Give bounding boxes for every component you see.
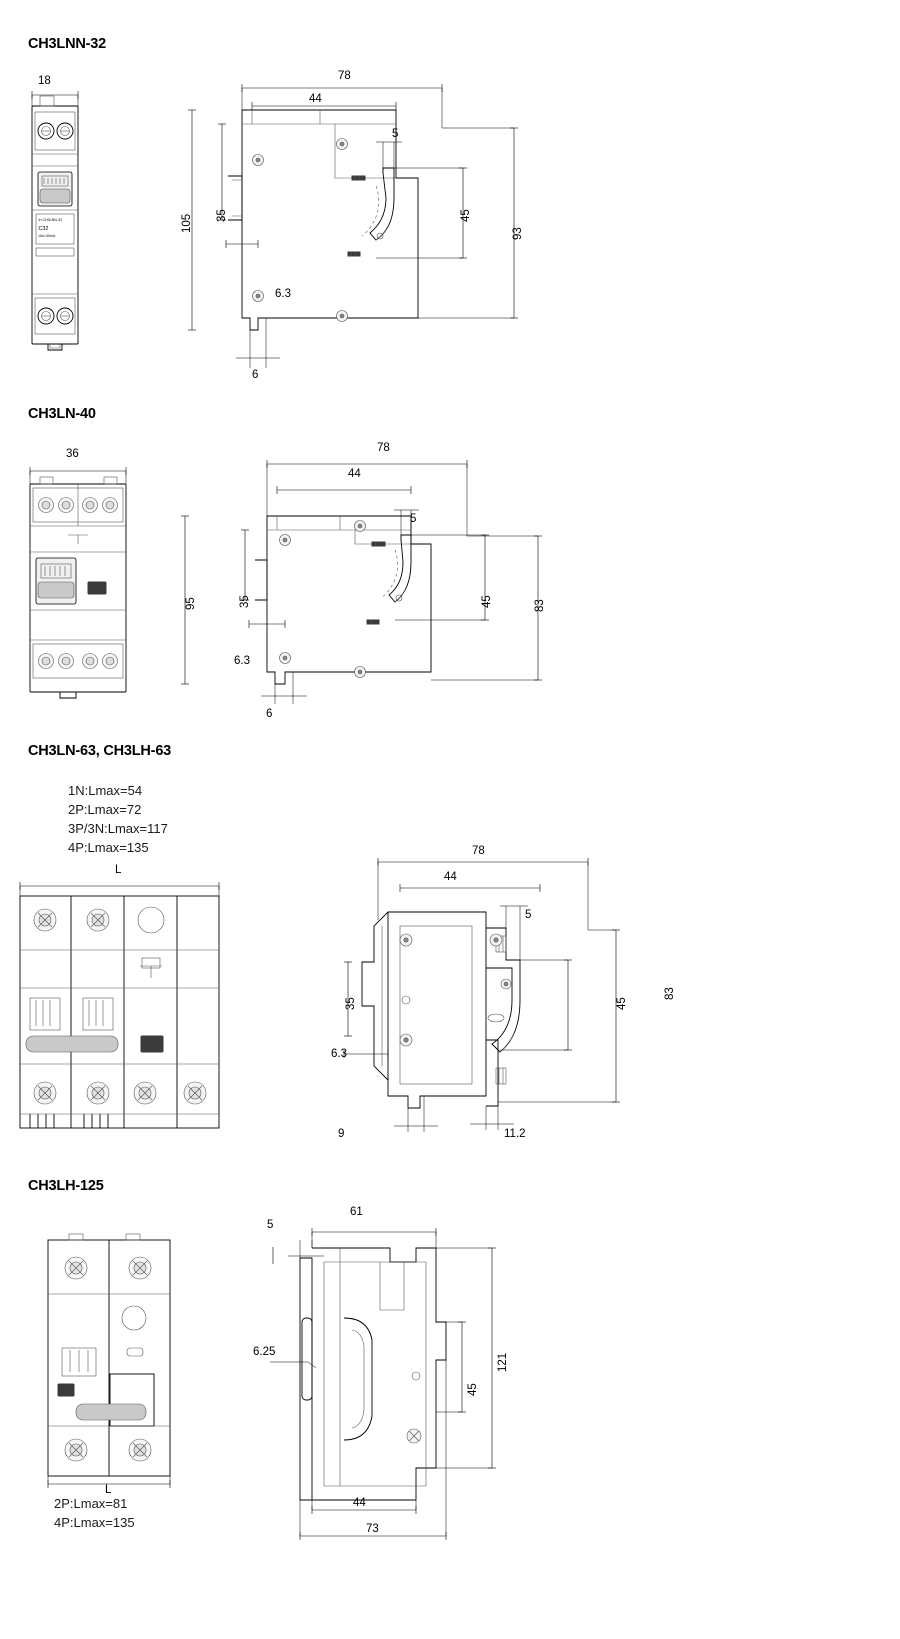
ch3lh125-side-view — [240, 1200, 670, 1520]
dim-ch3lh125-73: 73 — [366, 1523, 379, 1535]
dim-6 — [261, 672, 307, 704]
dim-ch3lnn32-45: 45 — [460, 209, 472, 222]
dim-ch3ln40-6: 6 — [266, 708, 273, 720]
dim-ch3ln63-78: 78 — [472, 845, 485, 857]
dim-ch3lh125-L: L — [105, 1484, 112, 1496]
dim-6_3 — [344, 1050, 388, 1058]
dim-ch3lh125-121: 121 — [497, 1352, 509, 1372]
dim-73 — [300, 1360, 446, 1540]
dim-45 — [436, 1322, 466, 1412]
dim-ch3ln63-11_2: 11.2 — [504, 1128, 526, 1140]
ch3lnn32-front-view — [10, 68, 180, 398]
dim-ch3lnn32-6_3: 6.3 — [275, 288, 291, 300]
section-title-ch3lnn-32: CH3LNN-32 — [28, 36, 106, 52]
dim-ch3lnn32-6: 6 — [252, 369, 259, 381]
dim-5 — [376, 142, 402, 172]
dim-105 — [188, 110, 196, 330]
dim-ch3lh125-5: 5 — [267, 1219, 274, 1231]
dim-ch3lh125-6_25: 6.25 — [253, 1346, 276, 1358]
dim-5 — [273, 1240, 324, 1264]
dim-ch3ln40-45: 45 — [481, 595, 493, 608]
ch3ln63-side-view — [300, 840, 720, 1140]
svg-text:In CH3LNN-32: In CH3LNN-32 — [38, 218, 63, 222]
dim-ch3ln63-L: L — [115, 864, 122, 876]
dim-ch3lnn32-44: 44 — [309, 93, 322, 105]
dim-ch3lnn32-35: 35 — [216, 209, 228, 222]
section-title-ch3ln-40: CH3LN-40 — [28, 406, 96, 422]
dim-83 — [431, 536, 542, 680]
ch3ln63-front-view — [14, 858, 244, 1148]
dim-ch3ln40-5: 5 — [410, 513, 417, 525]
section-title-ch3lh-125: CH3LH-125 — [28, 1178, 104, 1194]
dim-ch3lnn32-depth-78: 78 — [338, 70, 351, 82]
dim-36 — [30, 467, 126, 484]
dim-35 — [241, 530, 249, 600]
note-line-2: 2P:Lmax=72 — [68, 802, 142, 817]
dim-18 — [32, 91, 78, 106]
dim-ch3lh125-44: 44 — [353, 1497, 366, 1509]
dim-121 — [436, 1248, 496, 1468]
dim-ch3ln40-83: 83 — [534, 599, 546, 612]
ch3ln40-side-view — [205, 440, 625, 710]
dim-L — [20, 882, 219, 896]
dim-ch3ln40-width: 36 — [66, 448, 79, 460]
dim-ch3lh125-45: 45 — [467, 1383, 479, 1396]
ch3ln40-front-view — [10, 440, 200, 700]
dim-45 — [376, 168, 467, 258]
dim-93 — [418, 128, 518, 318]
note-line-3: 3P/3N:Lmax=117 — [68, 821, 168, 836]
dim-45 — [500, 960, 572, 1050]
dim-61 — [312, 1228, 436, 1248]
dim-ch3lnn32-width: 18 — [38, 75, 51, 87]
dim-78 — [267, 460, 467, 536]
dim-ch3ln63-9: 9 — [338, 1128, 345, 1140]
dim-ch3ln63-6_3: 6.3 — [331, 1048, 347, 1060]
dim-ch3lnn32-5: 5 — [392, 128, 399, 140]
dim-78 — [378, 858, 588, 930]
ch3lh125-notes — [54, 1494, 135, 1532]
note-line-1: 1N:Lmax=54 — [68, 783, 143, 798]
dim-9 — [394, 1096, 438, 1132]
note-line-1: 2P:Lmax=81 — [54, 1496, 128, 1511]
dim-ch3ln40-6_3: 6.3 — [234, 655, 250, 667]
dim-35 — [218, 124, 226, 220]
ch3ln63-notes — [68, 781, 168, 857]
dim-ch3ln63-45: 45 — [616, 997, 628, 1010]
dim-ch3lh125-61: 61 — [350, 1206, 363, 1218]
ch3lh125-front-view — [14, 1226, 204, 1486]
svg-text:IΔn=30mA: IΔn=30mA — [38, 234, 56, 238]
dim-ch3ln63-83: 83 — [664, 987, 676, 1000]
dim-ch3ln63-44: 44 — [444, 871, 457, 883]
dim-6_25 — [270, 1362, 316, 1368]
dim-ch3ln63-5: 5 — [525, 909, 532, 921]
dim-83 — [498, 930, 620, 1102]
dim-ch3ln40-depth-78: 78 — [377, 442, 390, 454]
note-line-2: 4P:Lmax=135 — [54, 1515, 135, 1530]
svg-text:C32: C32 — [38, 226, 49, 232]
dim-ch3ln40-35: 35 — [239, 595, 251, 608]
dim-ch3lnn32-height: 105 — [181, 213, 193, 233]
note-line-4: 4P:Lmax=135 — [68, 840, 149, 855]
dim-ch3ln40-height: 95 — [185, 597, 197, 610]
dim-ch3ln40-44: 44 — [348, 468, 361, 480]
dim-44 — [277, 486, 411, 494]
ch3lnn32-side-view — [180, 68, 600, 378]
dim-11_2 — [470, 1106, 514, 1130]
dim-ch3ln63-35: 35 — [345, 997, 357, 1010]
dim-ch3lnn32-93: 93 — [512, 227, 524, 240]
section-title-ch3ln-63: CH3LN-63, CH3LH-63 — [28, 743, 172, 759]
dim-44 — [400, 884, 540, 892]
dim-44 — [252, 102, 396, 110]
